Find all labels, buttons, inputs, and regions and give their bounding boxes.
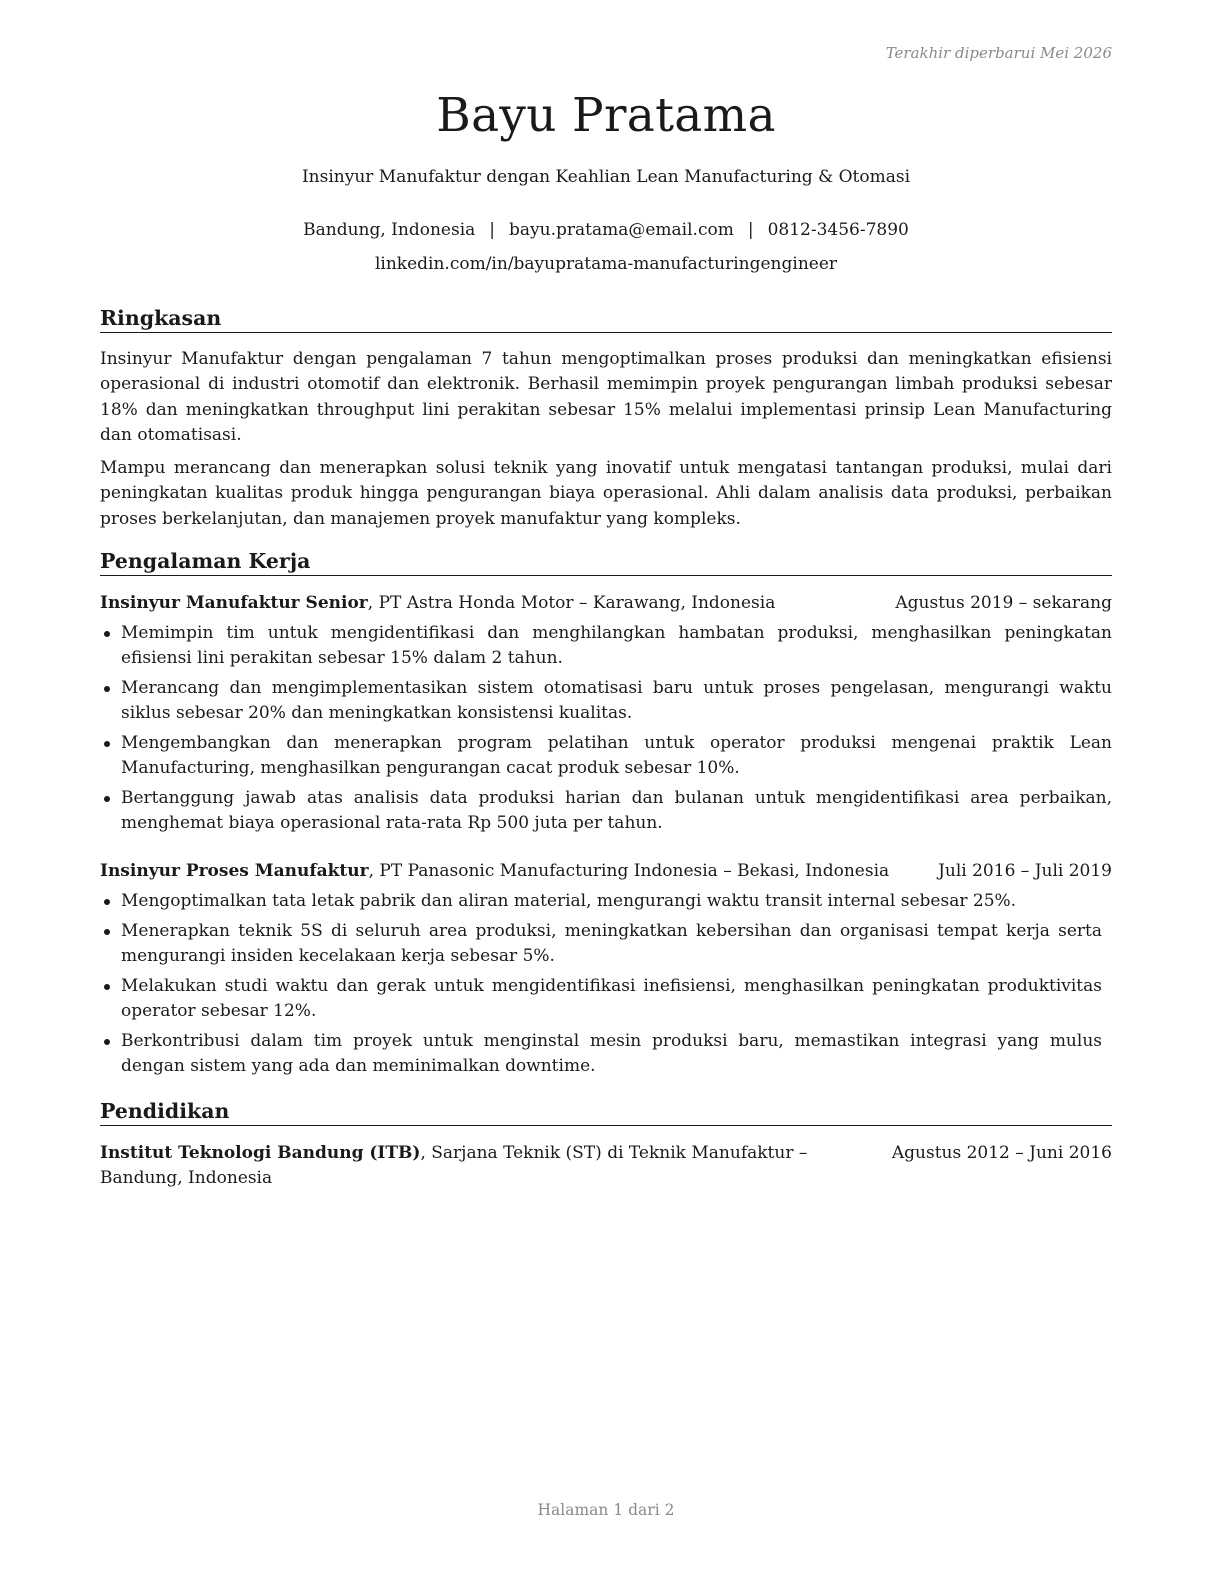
job-role: Insinyur Manufaktur Senior	[100, 593, 368, 613]
job-bullet-list	[100, 621, 1112, 841]
contact-separator: |	[747, 220, 754, 240]
job-bullet: Mengembangkan dan menerapkan program pelatihan untuk operator produksi mengenai praktik Lean Manufacturing, menghasilkan pengurangan cacat produk sebesar 10%.	[100, 731, 1112, 781]
education-dates: Agustus 2012 – Juni 2016	[891, 1143, 1112, 1163]
job-title-line	[100, 591, 775, 616]
phone-text: 0812-3456-7890	[767, 220, 909, 240]
contact-line	[100, 220, 1112, 240]
location-text: Bandung, Indonesia	[303, 220, 476, 240]
job-header	[100, 859, 1112, 884]
job-company: , PT Astra Honda Motor – Karawang, Indonesia	[367, 593, 776, 613]
education-line	[100, 1141, 880, 1191]
education-school: Institut Teknologi Bandung (ITB)	[100, 1143, 421, 1163]
summary-paragraph: Mampu merancang dan menerapkan solusi teknik yang inovatif untuk mengatasi tantangan produksi, mulai dari peningkatan kualitas produk hingga pengurangan biaya operasional. Ahli dalam analisis data produksi, perbaikan proses berkelanjutan, dan manajemen proyek manufaktur yang kompleks.	[100, 458, 1112, 529]
job-company: , PT Panasonic Manufacturing Indonesia – Bekasi, Indonesia	[368, 861, 890, 881]
section-title-education: Pendidikan	[100, 1098, 1112, 1126]
job-title-line	[100, 859, 889, 884]
email-link[interactable]: bayu.pratama@email.com	[509, 220, 734, 240]
contact-separator: |	[489, 220, 496, 240]
resume-page	[100, 0, 1112, 1584]
candidate-headline: Insinyur Manufaktur dengan Keahlian Lean Manufacturing & Otomasi	[301, 167, 911, 187]
job-header	[100, 591, 1112, 616]
candidate-name: Bayu Pratama	[436, 88, 776, 143]
job-bullet: Merancang dan mengimplementasikan sistem otomatisasi baru untuk proses pengelasan, mengurangi waktu siklus sebesar 20% dan meningkatkan konsistensi kualitas.	[100, 676, 1112, 726]
page-number: Halaman 1 dari 2	[537, 1501, 675, 1519]
job-bullet: Berkontribusi dalam tim proyek untuk menginstal mesin produksi baru, memastikan integrasi yang mulus dengan sistem yang ada dan meminimalkan downtime.	[100, 1029, 1102, 1079]
job-bullet: Melakukan studi waktu dan gerak untuk mengidentifikasi inefisiensi, menghasilkan peningkatan produktivitas operator sebesar 12%.	[100, 974, 1102, 1024]
job-bullet-list	[100, 889, 1102, 1084]
education-entry	[100, 1141, 1112, 1191]
job-bullet: Bertanggung jawab atas analisis data produksi harian dan bulanan untuk mengidentifikasi area perbaikan, menghemat biaya operasional rata-rata Rp 500 juta per tahun.	[100, 786, 1112, 836]
last-updated-note: Terakhir diperbarui Mei 2026	[885, 44, 1112, 62]
job-dates: Agustus 2019 – sekarang	[895, 593, 1112, 613]
job-bullet: Mengoptimalkan tata letak pabrik dan aliran material, mengurangi waktu transit internal sebesar 25%.	[100, 889, 1102, 914]
linkedin-link[interactable]: linkedin.com/in/bayupratama-manufacturingengineer	[374, 254, 838, 274]
education-details: , Sarjana Teknik (ST) di Teknik Manufaktur – Bandung, Indonesia	[100, 1143, 808, 1188]
section-title-summary: Ringkasan	[100, 305, 1112, 333]
job-bullet: Memimpin tim untuk mengidentifikasi dan menghilangkan hambatan produksi, menghasilkan peningkatan efisiensi lini perakitan sebesar 15% dalam 2 tahun.	[100, 621, 1112, 671]
summary-paragraph: Insinyur Manufaktur dengan pengalaman 7 tahun mengoptimalkan proses produksi dan meningkatkan efisiensi operasional di industri otomotif dan elektronik. Berhasil memimpin proyek pengurangan limbah produksi sebesar 18% dan meningkatkan throughput lini perakitan sebesar 15% melalui implementasi prinsip Lean Manufacturing dan otomatisasi.	[100, 349, 1112, 445]
section-title-experience: Pengalaman Kerja	[100, 548, 1112, 576]
job-dates: Juli 2016 – Juli 2019	[938, 861, 1112, 881]
job-role: Insinyur Proses Manufaktur	[100, 861, 369, 881]
job-bullet: Menerapkan teknik 5S di seluruh area produksi, meningkatkan kebersihan dan organisasi tempat kerja serta mengurangi insiden kecelakaan kerja sebesar 5%.	[100, 919, 1102, 969]
